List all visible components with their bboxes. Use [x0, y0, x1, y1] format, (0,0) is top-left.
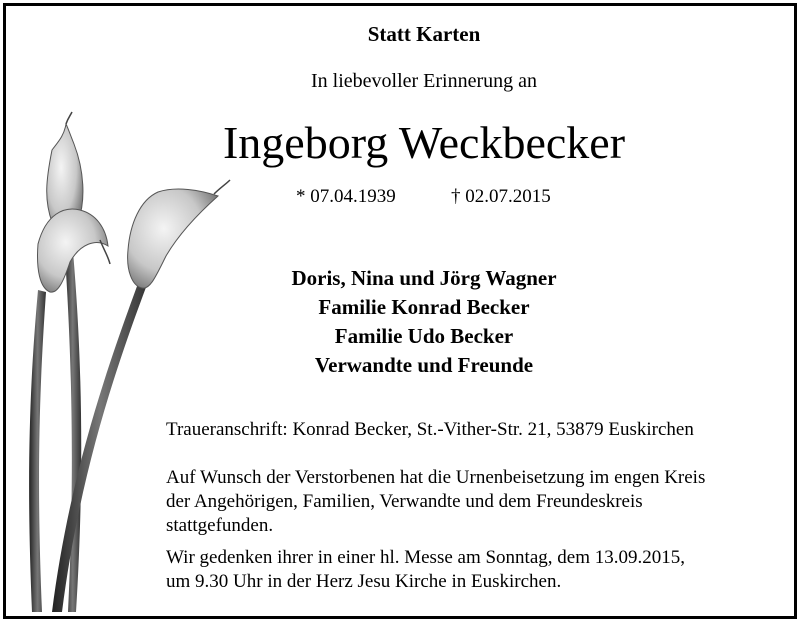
family-list: [174, 264, 674, 380]
memorial-line: um 9.30 Uhr in der Herz Jesu Kirche in Euskirchen.: [166, 571, 562, 592]
family-line: Familie Udo Becker: [334, 324, 514, 348]
burial-note-line: der Angehörigen, Familien, Verwandte und dem Freundeskreis: [166, 491, 643, 512]
mourning-address: Traueranschrift: Konrad Becker, St.-Vither-Str. 21, 53879 Euskirchen: [166, 419, 694, 440]
memorial-line: Wir gedenken ihrer in einer hl. Messe am Sonntag, dem 13.09.2015,: [166, 547, 685, 568]
family-line: Familie Konrad Becker: [318, 295, 530, 319]
family-line: Verwandte und Freunde: [314, 353, 534, 377]
burial-note: [166, 466, 766, 538]
death-date: † 02.07.2015: [451, 186, 551, 207]
intro-line: In liebevoller Erinnerung an: [310, 70, 538, 92]
deceased-name: Ingeborg Weckbecker: [222, 117, 626, 168]
notice-header: Statt Karten: [367, 22, 481, 46]
family-line: Doris, Nina und Jörg Wagner: [291, 266, 557, 290]
birth-date: * 07.04.1939: [296, 186, 396, 207]
memorial-mass-note: [166, 546, 766, 594]
burial-note-line: stattgefunden.: [166, 515, 274, 536]
burial-note-line: Auf Wunsch der Verstorbenen hat die Urnenbeisetzung im engen Kreis: [166, 467, 706, 488]
